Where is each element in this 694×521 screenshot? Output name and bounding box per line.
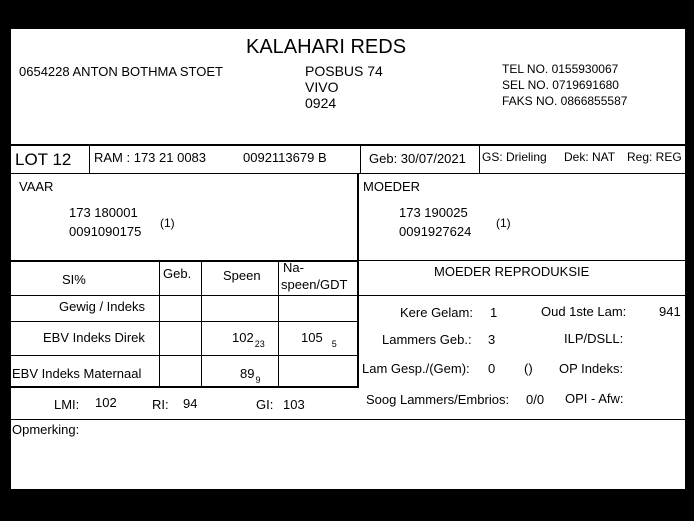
birth-status: GS: Drieling [482,150,547,164]
first-lamb-label: Oud 1ste Lam: [541,304,627,319]
direct-speen-value [232,330,265,349]
sire-number: 173 180001 [69,205,138,220]
sire-id: 0091090175 [69,224,142,239]
breed-title: KALAHARI REDS [246,36,407,58]
row-label-maternal: EBV Indeks Maternaal [12,366,142,381]
lmi-label: LMI: [54,397,80,412]
gi-label: GI: [256,397,274,412]
address-line-3: 0924 [305,95,337,111]
divider [10,321,358,322]
divider [10,260,358,262]
maternal-speen-sub: 9 [255,375,261,385]
dam-count: (1) [496,216,511,230]
lot-number: LOT 12 [15,150,72,169]
sire-label: VAAR [19,179,54,194]
col-header-geb: Geb. [163,266,192,281]
divider [89,144,90,173]
divider [685,29,686,489]
weaned-avg: () [524,361,533,376]
opi-label: OPI - Afw: [565,391,624,406]
fax-number: FAKS NO. 0866855587 [502,94,628,108]
lambs-value: 3 [488,332,496,347]
ram-id: 0092113679 B [243,150,327,165]
maternal-speen-number: 89 [240,366,255,381]
divider [10,295,686,296]
direct-naspeen-sub: 5 [331,339,337,349]
tel-number: TEL NO. 0155930067 [502,62,619,76]
direct-speen-sub: 23 [254,339,265,349]
kere-label: Kere Gelam: [400,305,473,320]
ilp-label: ILP/DSLL: [564,331,624,346]
divider [10,144,686,146]
maternal-speen-value [240,366,261,385]
suckled-value: 0/0 [526,392,545,407]
repro-title: MOEDER REPRODUKSIE [434,264,590,279]
divider [358,260,686,261]
col-header-naspeen-2: speen/GDT [281,277,348,292]
ram-number: RAM : 173 21 0083 [94,150,207,165]
direct-naspeen-number: 105 [301,330,323,345]
divider [479,144,480,173]
direct-naspeen-value [301,330,337,349]
kere-value: 1 [490,305,498,320]
op-index-label: OP Indeks: [559,361,624,376]
address-line-1: POSBUS 74 [305,63,383,79]
sire-count: (1) [160,216,175,230]
weaned-value: 0 [488,361,496,376]
divider [10,355,358,356]
divider [10,386,358,388]
suckled-label: Soog Lammers/Embrios: [366,392,510,407]
dek: Dek: NAT [564,150,616,164]
divider [10,29,11,489]
direct-speen-number: 102 [232,330,254,345]
divider [201,260,202,386]
row-label-direct: EBV Indeks Direk [43,330,145,345]
lot-card [10,29,686,489]
registration: Reg: REG [627,150,682,164]
remarks-label: Opmerking: [12,422,80,437]
divider [159,260,160,386]
cell-number: SEL NO. 0719691680 [502,78,619,92]
first-lamb-value: 941 [659,304,681,319]
divider [10,173,686,174]
col-header-speen: Speen [223,268,261,283]
divider [360,144,361,173]
ri-label: RI: [152,397,169,412]
gi-value: 103 [283,397,305,412]
divider [357,173,359,388]
row-label-weight: Gewig / Indeks [59,299,145,314]
birth-date: Geb: 30/07/2021 [369,151,466,166]
dam-label: MOEDER [363,179,421,194]
col-header-naspeen-1: Na- [283,260,304,275]
breeder-name: 0654228 ANTON BOTHMA STOET [19,64,223,79]
lmi-value: 102 [95,395,117,410]
dam-id: 0091927624 [399,224,472,239]
ri-value: 94 [183,396,198,411]
address-line-2: VIVO [305,79,339,95]
lambs-label: Lammers Geb.: [382,332,472,347]
dam-number: 173 190025 [399,205,468,220]
col-header-si: SI% [62,272,86,287]
divider [278,260,279,386]
weaned-label: Lam Gesp./(Gem): [362,361,470,376]
divider [10,419,686,420]
